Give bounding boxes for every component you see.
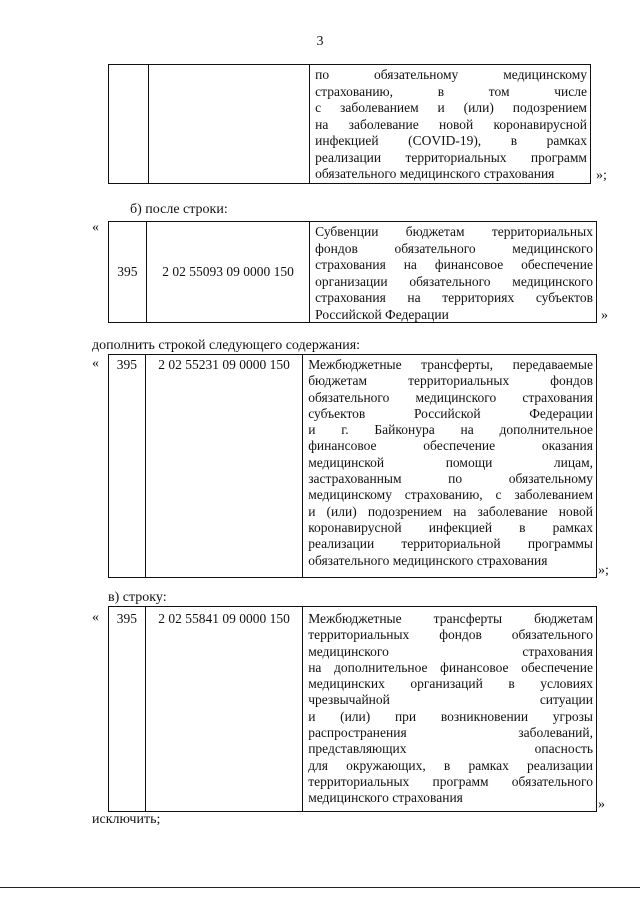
description-line: фондов обязательного медицинского bbox=[315, 240, 593, 256]
description-line: финансовое обеспечение оказания bbox=[308, 438, 593, 454]
description-line: организации обязательного медицинского bbox=[315, 273, 593, 289]
description-line: Субвенции бюджетам территориальных bbox=[315, 224, 593, 239]
description-line: обязательного медицинского страхования bbox=[315, 166, 555, 181]
row-description bbox=[303, 355, 596, 577]
instruction-row-v: в) строку: bbox=[108, 590, 167, 605]
row-kbk: 2 02 55093 09 0000 150 bbox=[147, 222, 310, 322]
row-code: 395 bbox=[109, 607, 146, 811]
description-line: представляющих опасность bbox=[308, 741, 593, 757]
instruction-exclude: исключить; bbox=[92, 812, 161, 827]
row-description bbox=[303, 607, 596, 811]
description-line: Российской Федерации bbox=[315, 306, 449, 322]
row-code: 395 bbox=[109, 222, 147, 322]
row-code-cell bbox=[109, 65, 149, 183]
description-line: Межбюджетные трансферты бюджетам bbox=[308, 611, 593, 626]
description-line: реализации территориальных программ bbox=[315, 149, 587, 165]
description-line: обязательного медицинского страхования bbox=[308, 389, 593, 405]
description-line: инфекцией (COVID-19), в рамках bbox=[315, 133, 587, 148]
description-line: коронавирусной инфекцией в рамках bbox=[308, 519, 593, 535]
description-line: субъектов Российской Федерации bbox=[308, 405, 593, 421]
description-line: и (или) при возникновении угрозы bbox=[308, 708, 593, 724]
row-close-mark: » bbox=[601, 308, 608, 323]
row-kbk: 2 02 55231 09 0000 150 bbox=[146, 355, 303, 577]
description-line: страхования на территориях субъектов bbox=[315, 290, 593, 305]
description-line: с заболеванием и (или) подозрением bbox=[315, 100, 587, 115]
description-line: медицинского страхования bbox=[308, 643, 593, 659]
description-line: территориальных программ обязательного bbox=[308, 773, 593, 789]
description-line: распространения заболеваний, bbox=[308, 725, 593, 741]
row-description bbox=[310, 65, 590, 183]
instruction-after-row: б) после строки: bbox=[130, 202, 228, 217]
table-row bbox=[108, 64, 591, 184]
description-line: страхованию, в том числе bbox=[315, 83, 587, 99]
table-row bbox=[108, 221, 597, 323]
description-line: и г. Байконура на дополнительное bbox=[308, 422, 593, 438]
description-line: на заболевание новой коронавирусной bbox=[315, 116, 587, 132]
description-line: обязательного медицинского страхования bbox=[308, 552, 548, 568]
description-line: на дополнительное финансовое обеспечение bbox=[308, 659, 593, 675]
row-open-quote: « bbox=[92, 356, 99, 371]
row-open-quote: « bbox=[92, 220, 99, 235]
row-open-quote: « bbox=[92, 610, 99, 625]
row-close-mark: »; bbox=[596, 168, 607, 183]
row-kbk: 2 02 55841 09 0000 150 bbox=[146, 607, 303, 811]
description-line: застрахованным по обязательному bbox=[308, 471, 593, 487]
description-line: медицинскому страхованию, с заболеванием bbox=[308, 487, 593, 503]
table-row bbox=[108, 606, 597, 812]
description-line: Межбюджетные трансферты, передаваемые bbox=[308, 357, 593, 372]
description-line: чрезвычайной ситуации bbox=[308, 692, 593, 708]
row-close-mark: » bbox=[598, 797, 605, 812]
page-bottom-rule bbox=[0, 887, 640, 888]
page-number: 3 bbox=[316, 34, 324, 49]
description-line: по обязательному медицинскому bbox=[315, 67, 587, 82]
description-line: медицинского страхования bbox=[308, 790, 463, 806]
description-line: и (или) подозрением на заболевание новой bbox=[308, 503, 593, 519]
description-line: бюджетам территориальных фондов bbox=[308, 373, 593, 389]
description-line: медицинской помощи лицам, bbox=[308, 454, 593, 470]
description-line: для окружающих, в рамках реализации bbox=[308, 757, 593, 773]
description-line: территориальных фондов обязательного bbox=[308, 627, 593, 643]
row-description bbox=[310, 222, 596, 322]
table-row bbox=[108, 354, 597, 578]
instruction-add-row: дополнить строкой следующего содержания: bbox=[92, 338, 361, 353]
description-line: реализации территориальной программы bbox=[308, 536, 593, 552]
description-line: медицинских организаций в условиях bbox=[308, 676, 593, 692]
description-line: страхования на финансовое обеспечение bbox=[315, 257, 593, 272]
row-code: 395 bbox=[109, 355, 146, 577]
row-close-mark: »; bbox=[598, 563, 609, 578]
row-kbk-cell bbox=[149, 65, 310, 183]
